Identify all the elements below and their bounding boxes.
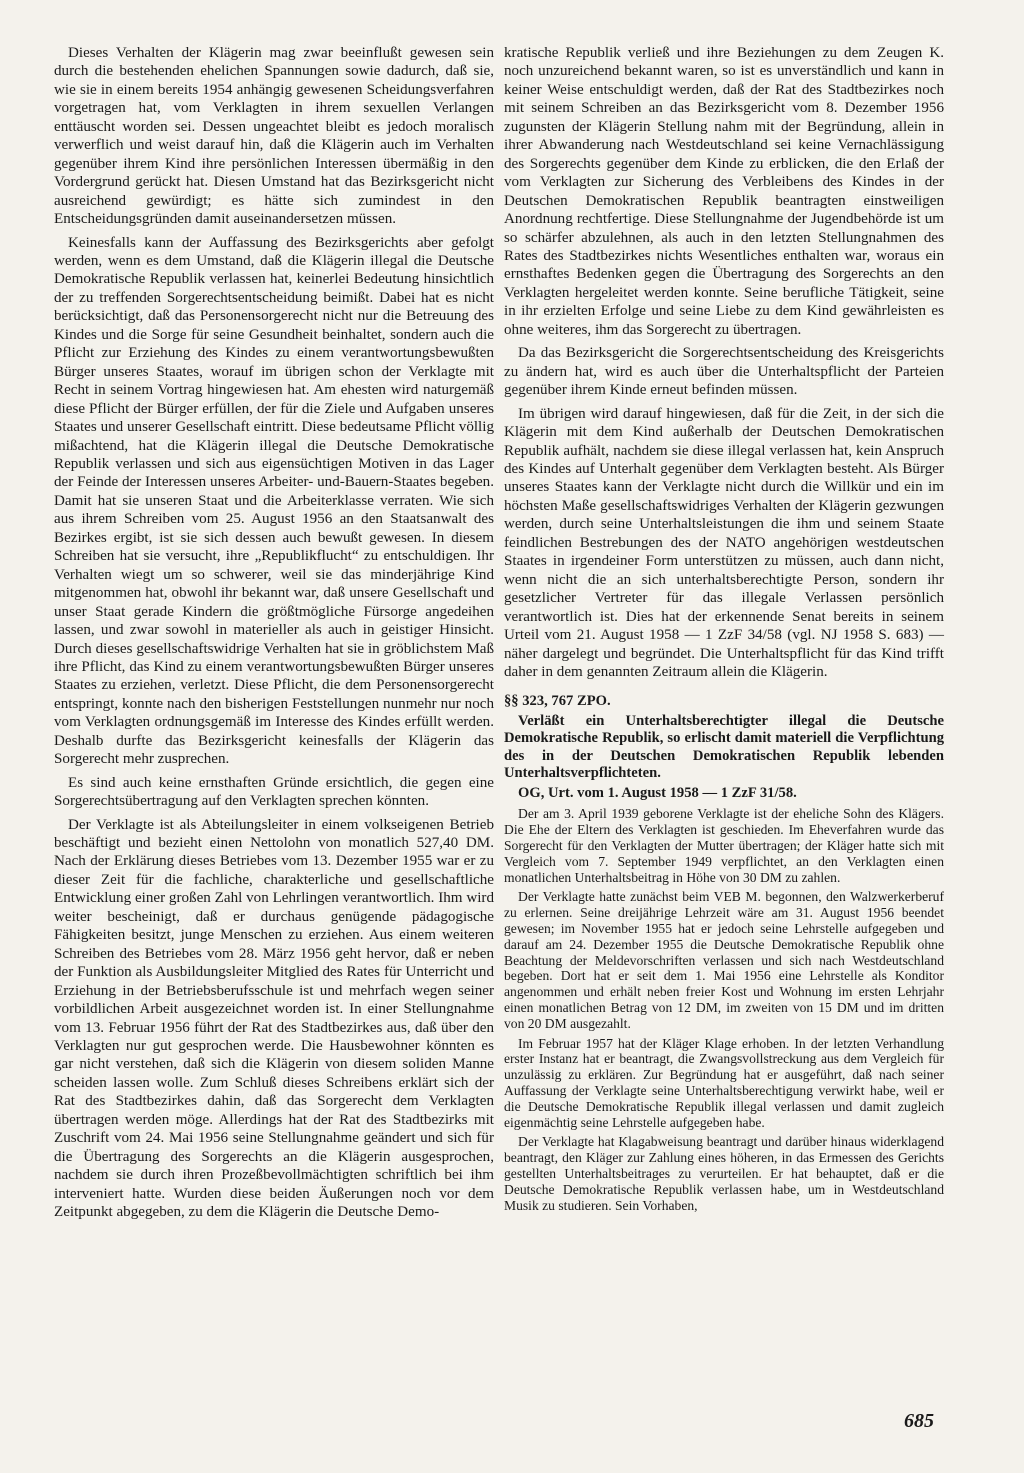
left-column bbox=[54, 44, 494, 1227]
court-citation: OG, Urt. vom 1. August 1958 — 1 ZzF 31/58. bbox=[518, 784, 797, 801]
paragraph: Im Februar 1957 hat der Kläger Klage erhoben. In der letzten Verhandlung erster Instanz hat er beantragt, die Zwangsvollstreckung aus dem Vergleich für unzulässig zu erklären. Zur Begründung hat er ausgeführt, daß nach seiner Auffassung der Verklagte seine Unterhaltsberechtigung verwirkt habe, weil er die Deutsche Demokratische Republik illegal verlassen und damit zugleich eigenmächtig seine Lehrstelle aufgegeben habe. bbox=[504, 1035, 944, 1130]
paragraph: Da das Bezirksgericht die Sorgerechtsentscheidung des Kreisgerichts zu ändern hat, wird es auch über die Unterhaltspflicht der Parteien gegenüber ihrem Kinde erneut befinden müssen. bbox=[504, 345, 944, 399]
right-column bbox=[504, 44, 944, 1217]
statute-reference: §§ 323, 767 ZPO. bbox=[504, 693, 611, 710]
paragraph: Im übrigen wird darauf hingewiesen, daß für die Zeit, in der sich die Klägerin mit dem Kind außerhalb der Deutschen Demokratischen Republik aufhält, nachdem sie diese illegal verlassen hat, kein Anspruch des Kindes auf Unterhalt gegenüber dem Verklagten besteht. Als Bürger unseres Staates kann der Verklagte nicht durch die Willkür und ein im höchsten Maße gesellschaftswidriges Verhalten der Klägerin gezwungen werden, durch seine Unterhaltsleistungen die ihm und seinem Staate feindlichen Bestrebungen des der NATO angehörigen westdeutschen Staates in irgendeiner Form unterstützen zu müssen, auch dann nicht, wenn nicht die an sich unterhaltsberechtigte Person, sondern ihr gesetzlicher Vertreter für das illegale Verlassen persönlich verantwortlich ist. Dies hat der erkennende Senat bereits in seinem Urteil vom 21. August 1958 — 1 ZzF 34/58 (vgl. NJ 1958 S. 683) — näher dargelegt und begründet. Die Unterhaltspflicht für das Kind trifft daher in dem genannten Zeitraum allein die Klägerin. bbox=[504, 405, 944, 680]
paragraph: Der Verklagte ist als Abteilungsleiter in einem volkseigenen Betrieb beschäftigt und bezieht einen Nettolohn von monatlich 527,40 DM. Nach der Erklärung dieses Betriebes vom 13. Dezember 1955 war er zu dieser Zeit für die fachliche, charakterliche und gesellschaftliche Entwicklung einer großen Zahl von Lehrlingen verantwortlich. Ihm wird weiter bescheinigt, daß er durchaus genügende pädagogische Fähigkeiten besitzt, junge Menschen zu erziehen. Aus einem weiteren Schreiben des Betriebes vom 28. März 1956 geht hervor, daß er neben der Funktion als Ausbildungsleiter Mitglied des Rates für Unterricht und Erziehung in der Betriebsberufsschule ist und mehrfach wegen seiner vorbildlichen Arbeit ausgezeichnet worden ist. In einer Stellungnahme vom 13. Februar 1956 führt der Rat des Stadtbezirkes aus, daß über den Verklagten nur gut gesprochen werde. Die Hausbewohner könnten es gar nicht verstehen, daß sich die Klägerin von diesem soliden Manne scheiden lassen wolle. Zum Schluß dieses Schreibens erklärt sich der Rat des Stadtbezirkes dahin, daß das Sorgerecht dem Verklagten übertragen werden möge. Allerdings hat der Rat des Stadtbezirks mit Zuschrift vom 24. Mai 1956 seine Stellungnahme geändert und sich für die Übertragung des Sorgerechts an die Klägerin ausgesprochen, nachdem sie durch ihren Prozeßbevollmächtigten schriftlich bei ihm interveniert hatte. Wurden diese beiden Äußerungen noch vor dem Zeitpunkt abgegeben, zu dem die Klägerin die Deutsche Demo- bbox=[54, 816, 494, 1221]
paragraph: Es sind auch keine ernsthaften Gründe ersichtlich, die gegen eine Sorgerechtsübertragung auf den Verklagten sprechen könnten. bbox=[54, 774, 494, 810]
paragraph: Keinesfalls kann der Auffassung des Bezirksgerichts aber gefolgt werden, wenn es dem Umstand, daß die Klägerin illegal die Deutsche Demokratische Republik verlassen hat, keinerlei Bedeutung hinsichtlich der zu treffenden Sorgerechtsentscheidung beimißt. Dabei hat es nicht berücksichtigt, daß das Personensorgerecht nicht nur die Betreuung des Kindes und die Sorge für seine Gesundheit beinhaltet, sondern auch die Pflicht zur Erziehung des Kindes zu einem verantwortungsbewußten Bürger unseres Staates, worauf im übrigen schon der Verklagte mit Recht in seinem Vortrag hingewiesen hat. Am ehesten wird naturgemäß diese Pflicht der Bürger erfüllen, der für die Ziele und Aufgaben unseres Staates und unserer Gesellschaft eintritt. Diese bedeutsame Pflicht völlig mißachtend, hat die Klägerin illegal die Deutsche Demokratische Republik verlassen und sich aus eigensüchtigen Motiven in das Lager der Feinde der Interessen unseres Arbeiter- und-Bauern-Staates begeben. Damit hat sie unseren Staat und die Arbeiterklasse verraten. Wie sich aus ihrem Schreiben vom 25. August 1956 an den Staatsanwalt des Bezirkes ergibt, ist sie sich dessen auch bewußt gewesen. In diesem Schreiben hat sie versucht, ihre „Republikflucht“ zu entschuldigen. Ihr Verhalten wiegt um so schwerer, weil sie das minderjährige Kind mitgenommen hat, obwohl ihr bekannt war, daß unsere Gesellschaft und unser Staat gerade Kindern die größtmögliche Fürsorge angedeihen lassen, und zwar sowohl in materieller als auch in geistiger Hinsicht. Durch dieses gesellschaftswidrige Verhalten hat sie in gröblichstem Maß ihre Pflicht, das Kind zu einem verantwortungsbewußten Bürger unseres Staates zu erziehen, verletzt. Diese Pflicht, die dem Personensorgerecht entspringt, konnte nach den bisherigen Feststellungen nunmehr nur noch vom Verklagten ordnungsgemäß im Interesse des Kindes erfüllt werden. Deshalb durfte das Bezirksgericht keinesfalls der Klägerin das Sorgerecht mehr zusprechen. bbox=[54, 234, 494, 768]
paragraph: Der Verklagte hatte zunächst beim VEB M. begonnen, den Walzwerkerberuf zu erlernen. Seine dreijährige Lehrzeit wäre am 31. August 1956 beendet gewesen; im November 1955 hat er jedoch seine Lehrstelle aufgegeben und darauf am 24. Dezember 1955 die Deutsche Demokratische Republik ohne Beachtung der Meldevorschriften verlassen und sich nach Westdeutschland begeben. Dort hat er seit dem 1. Mai 1956 eine Lehrstelle als Konditor angenommen und erhält neben freier Kost und Wohnung im ersten Lehrjahr einen monatlichen Betrag von 12 DM, im zweiten von 15 DM und im dritten von 20 DM ausgezahlt. bbox=[504, 889, 944, 1031]
decision-section bbox=[504, 693, 944, 1213]
paragraph: kratische Republik verließ und ihre Beziehungen zu dem Zeugen K. noch unzureichend bekannt waren, so ist es unverständlich und kann in keiner Weise entschuldigt werden, daß der Rat des Stadtbezirkes noch mit seinem Schreiben an das Bezirksgericht vom 8. Dezember 1956 zugunsten der Klägerin Stellung nahm mit der Begründung, allein in ihrer Abwanderung nach Westdeutschland sei keine Vernachlässigung des Sorgerechts gegenüber dem Kinde zu erblicken, die den Erlaß der vom Verklagten zur Sicherung des Verbleibens des Kindes in der Deutschen Demokratischen Republik beantragten einstweiligen Anordnung rechtfertige. Diese Stellungnahme der Jugendbehörde ist um so schärfer abzulehnen, als auch in den letzten Stellungnahmen des Rates des Stadtbezirkes nichts Wesentliches enthalten war, woraus ein ernsthaftes Bedenken gegen die Übertragung des Sorgerechts an den Verklagten hergeleitet werden konnte. Seine berufliche Tätigkeit, seine in ihr erzielten Erfolge und seine Liebe zu dem Kind gewährleisten es ohne weiteres, ihm das Sorgerecht zu übertragen. bbox=[504, 45, 944, 338]
paragraph: Dieses Verhalten der Klägerin mag zwar beeinflußt gewesen sein durch die bestehenden ehelichen Spannungen sowie dadurch, daß sie, wie sie in einem bereits 1954 anhängig gewesenen Scheidungsverfahren vorgetragen hat, vom Verklagten in ihrem sexuellen Verlangen enttäuscht worden sei. Dessen ungeachtet bleibt es jedoch moralisch verwerflich und weist darauf hin, daß die Klägerin auch im Verhalten gegenüber ihrem Kind ihre persönlichen Interessen übermäßig in den Vordergrund gerückt hat. Diesen Umstand hat das Bezirksgericht nicht ausreichend gewürdigt; es hätte sich zumindest in den Entscheidungsgründen damit auseinandersetzen müssen. bbox=[54, 45, 494, 228]
paragraph: Der am 3. April 1939 geborene Verklagte ist der eheliche Sohn des Klägers. Die Ehe der Eltern des Verklagten ist geschieden. Im Eheverfahren wurde das Sorgerecht für den Verklagten der Mutter übertragen; der Kläger hatte sich mit Vergleich vom 7. September 1949 verpflichtet, an den Verklagten einen monatlichen Unterhaltsbeitrag in Höhe von 30 DM zu zahlen. bbox=[504, 806, 944, 885]
headnote: Verläßt ein Unterhaltsberechtigter illegal die Deutsche Demokratische Republik, so erlischt damit materiell die Verpflichtung des in der Deutschen Demokratischen Republik lebenden Unterhaltsverpflichteten. bbox=[504, 712, 944, 782]
paragraph: Der Verklagte hat Klagabweisung beantragt und darüber hinaus widerklagend beantragt, den Kläger zur Zahlung eines höheren, in das Ermessen des Gerichts gestellten Unterhaltsbeitrages zu verurteilen. Er hat behauptet, daß er die Deutsche Demokratische Republik verlassen habe, um in Westdeutschland Musik zu studieren. Sein Vorhaben, bbox=[504, 1134, 944, 1213]
page-number: 685 bbox=[904, 1410, 934, 1432]
